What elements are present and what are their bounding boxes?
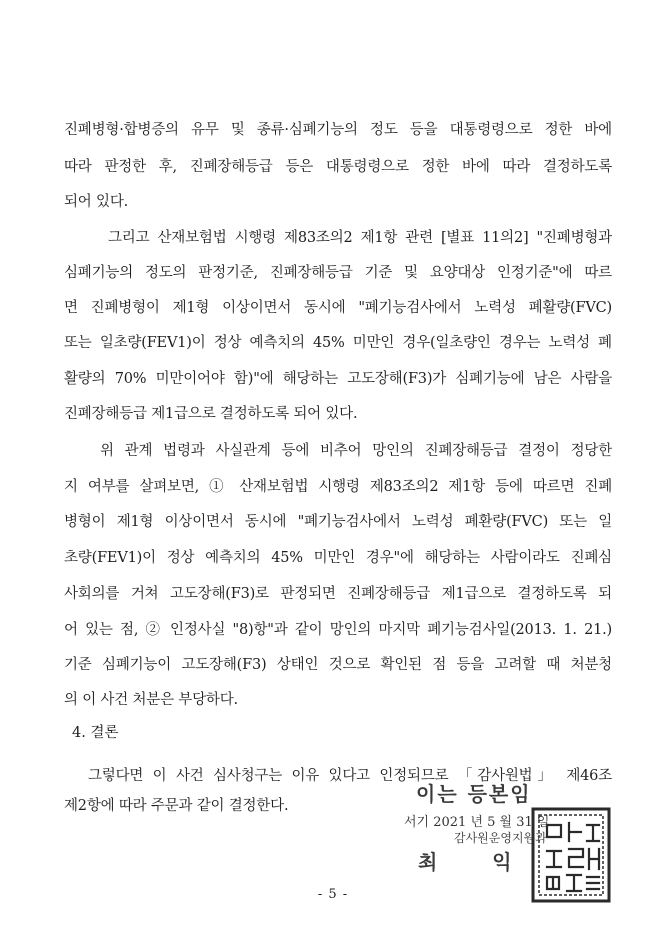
certified-copy-stamp: 이는 등본임 [416, 782, 532, 806]
body-line-17: 의 이 사건 처분은 부당하다. [64, 692, 238, 708]
body-line-16: 기준 심폐기능이 고도장해(F3) 상태인 것으로 확인된 점 등을 고려할 때 처분청 [64, 657, 612, 673]
body-line-1: 진폐병형·합병증의 유무 및 종류·심폐기능의 정도 등을 대통령령으로 정한 바에 [64, 122, 612, 138]
official-name: 최 익 [418, 850, 536, 874]
body-line-13: 초량(FEV1)이 정상 예측치의 45% 미만인 경우"에 해당하는 사람이라도 진폐심 [64, 550, 612, 566]
body-line-6: 면 진폐병형이 제1형 이상이면서 동시에 "폐기능검사에서 노력성 폐활량(FVC) [64, 300, 612, 316]
body-line-14: 사회의를 거쳐 고도장해(F3)로 판정되면 진폐장해등급 제1급으로 결정하도록 되 [64, 586, 612, 602]
page-number: - 5 - [317, 887, 349, 902]
body-line-12: 병형이 제1형 이상이면서 동시에 "폐기능검사에서 노력성 폐환량(FVC) 또는 일 [64, 514, 612, 530]
body-line-9: 진폐장해등급 제1급으로 결정하도록 되어 있다. [64, 406, 358, 422]
body-line-4: 그리고 산재보험법 시행령 제83조의2 제1항 관련 [별표 11의2] "진폐병형과 [108, 230, 612, 246]
body-line-2: 따라 판정한 후, 진폐장해등급 등은 대통령령으로 정한 바에 따라 결정하도록 [64, 159, 612, 175]
body-line-7: 또는 일초량(FEV1)이 정상 예측치의 45% 미만인 경우(일초량인 경우는 노력성 폐 [64, 335, 612, 351]
body-line-15: 어 있는 점, ② 인정사실 "8)항"과 같이 망인의 마지막 폐기능검사일(2013. 1. 21.) [64, 622, 612, 638]
conclusion-line-2: 제2항에 따라 주문과 같이 결정한다. [64, 798, 289, 814]
body-line-11: 지 여부를 살펴보면, ① 산재보험법 시행령 제83조의2 제1항 등에 따르면 진폐 [64, 479, 612, 495]
section-heading: 4. 결론 [72, 725, 119, 741]
certification-date: 서기 2021 년 5 월 31 일 [404, 815, 550, 830]
body-line-8: 활량의 70% 미만이어야 함)"에 해당하는 고도장해(F3)가 심폐기능에 남은 사람을 [64, 371, 612, 387]
body-line-10: 위 관계 법령과 사실관계 등에 비추어 망인의 진폐장해등급 결정이 정당한 [100, 443, 612, 459]
conclusion-line-1: 그렇다면 이 사건 심사청구는 이유 있다고 인정되므로 「감사원법」 제46조 [88, 768, 612, 784]
certification-issuer: 감사원운영지원과 [454, 831, 547, 845]
body-line-3: 되어 있다. [64, 194, 129, 210]
body-line-5: 심폐기능의 정도의 판정기준, 진폐장해등급 기준 및 요양대상 인정기준"에 따르 [64, 265, 612, 281]
